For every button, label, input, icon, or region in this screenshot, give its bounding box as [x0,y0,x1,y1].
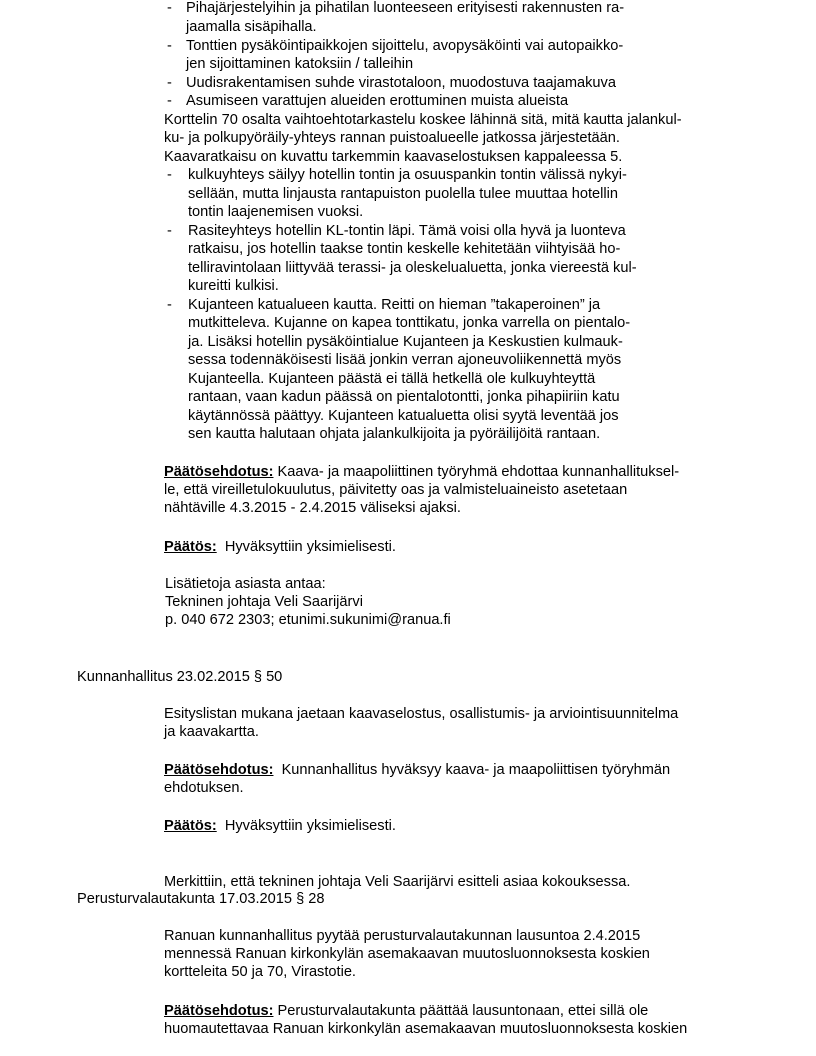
paragraph-line: Kaavaratkaisu on kuvattu tarkemmin kaavaselostuksen kappaleessa 5. [164,149,623,165]
decision-text: Hyväksyttiin yksimielisesti. [224,539,396,555]
list-item-line: jen sijoittaminen katoksiin / talleihin [186,56,414,72]
list-item-line: Rasiteyhteys hotellin KL-tontin läpi. Tämä voisi olla hyvä ja luonteva [188,223,626,239]
proposal-label: Päätösehdotus: [164,1003,274,1019]
proposal-line: huomautettavaa Ranuan kirkonkylän asemakaavan muutosluonnoksesta koskien [164,1021,688,1037]
contact-line: Lisätietoja asiasta antaa: [165,576,326,592]
list-item-line: Tonttien pysäköintipaikkojen sijoittelu, avopysäköinti vai autopaikko- [186,38,624,54]
list-dash: - [167,167,172,183]
list-item-line: kureitti kulkisi. [188,278,279,294]
decision-line [164,538,396,556]
list-dash: - [167,75,172,91]
note-line: Merkittiin, että tekninen johtaja Veli Saarijärvi esitteli asiaa kokouksessa. [164,874,631,890]
list-item-line: sessa todennäköisesti lisää jonkin verran ajoneuvoliikennettä myös [188,352,622,368]
proposal-text: Kaava- ja maapoliittinen työryhmä ehdottaa kunnanhallituksel- [277,464,680,480]
list-item-line: Asumiseen varattujen alueiden erottuminen muista alueista [186,93,569,109]
list-item-line: käytännössä päättyy. Kujanteen katualuetta olisi syytä leventää jos [188,408,619,424]
paragraph-line: ku- ja polkupyöräily-yhteys rannan puistoalueelle jatkossa järjestetään. [164,130,620,146]
proposal-line [164,761,670,779]
proposal-text: Kunnanhallitus hyväksyy kaava- ja maapoliittisen työryhmän [281,762,671,778]
list-item-line: ratkaisu, jos hotellin taakse tontin keskelle kehitetään viihtyisää ho- [188,241,621,257]
section-heading: Perusturvalautakunta 17.03.2015 § 28 [77,891,325,907]
list-dash: - [167,297,172,313]
list-item-line: telliravintolaan liittyvää terassi- ja oleskelualuetta, jonka viereestä kul- [188,260,637,276]
list-item-line: Pihajärjestelyihin ja pihatilan luonteeseen erityisesti rakennusten ra- [186,0,625,16]
decision-text: Hyväksyttiin yksimielisesti. [224,818,396,834]
paragraph-line: kortteleita 50 ja 70, Virastotie. [164,964,356,980]
paragraph-line: Esityslistan mukana jaetaan kaavaselostus, osallistumis- ja arviointisuunnitelma [164,706,679,722]
decision-line [164,817,396,835]
list-item-line: Kujanteen katualueen kautta. Reitti on hieman ”takaperoinen” ja [188,297,601,313]
paragraph-line: Korttelin 70 osalta vaihtoehtotarkastelu koskee lähinnä sitä, mitä kautta jalankul- [164,112,682,128]
list-item-line: mutkitteleva. Kujanne on kapea tonttikatu, jonka varrella on pientalo- [188,315,631,331]
list-dash: - [167,0,172,16]
list-item-line: Kujanteella. Kujanteen päästä ei tällä hetkellä ole kulkuyhteyttä [188,371,596,387]
proposal-label: Päätösehdotus: [164,762,274,778]
list-dash: - [167,38,172,54]
list-item-line: tontin laajenemisen vuoksi. [188,204,364,220]
paragraph-line: mennessä Ranuan kirkonkylän asemakaavan muutosluonnoksesta koskien [164,946,650,962]
paragraph-line: ja kaavakartta. [164,724,259,740]
list-item-line: sen kautta halutaan ohjata jalankulkijoita ja pyöräilijöitä rantaan. [188,426,601,442]
list-item-line: kulkuyhteys säilyy hotellin tontin ja osuuspankin tontin välissä nykyi- [188,167,627,183]
paragraph-line: Ranuan kunnanhallitus pyytää perusturvalautakunnan lausuntoa 2.4.2015 [164,928,641,944]
decision-label: Päätös: [164,818,217,834]
list-dash: - [167,223,172,239]
list-item-line: ja. Lisäksi hotellin pysäköintialue Kujanteen ja Keskustien kulmauk- [188,334,623,350]
decision-label: Päätös: [164,539,217,555]
list-dash: - [167,93,172,109]
proposal-label: Päätösehdotus: [164,464,274,480]
proposal-line [164,463,679,481]
proposal-line [164,1002,648,1020]
proposal-line: le, että vireilletulokuulutus, päivitetty oas ja valmisteluaineisto asetetaan [164,482,628,498]
section-heading: Kunnanhallitus 23.02.2015 § 50 [77,669,283,685]
list-item-line: sellään, mutta linjausta rantapuiston puolella tulee muuttaa hotellin [188,186,618,202]
contact-line: Tekninen johtaja Veli Saarijärvi [165,594,363,610]
proposal-line: ehdotuksen. [164,780,244,796]
list-item-line: rantaan, vaan kadun päässä on pientalotontti, jonka pihapiiriin katu [188,389,620,405]
contact-line: p. 040 672 2303; etunimi.sukunimi@ranua.fi [165,612,451,628]
list-item-line: Uudisrakentamisen suhde virastotaloon, muodostuva taajamakuva [186,75,616,91]
list-item-line: jaamalla sisäpihalla. [186,19,317,35]
proposal-text: Perusturvalautakunta päättää lausuntonaan, ettei sillä ole [277,1003,649,1019]
proposal-line: nähtäville 4.3.2015 - 2.4.2015 väliseksi ajaksi. [164,500,461,516]
